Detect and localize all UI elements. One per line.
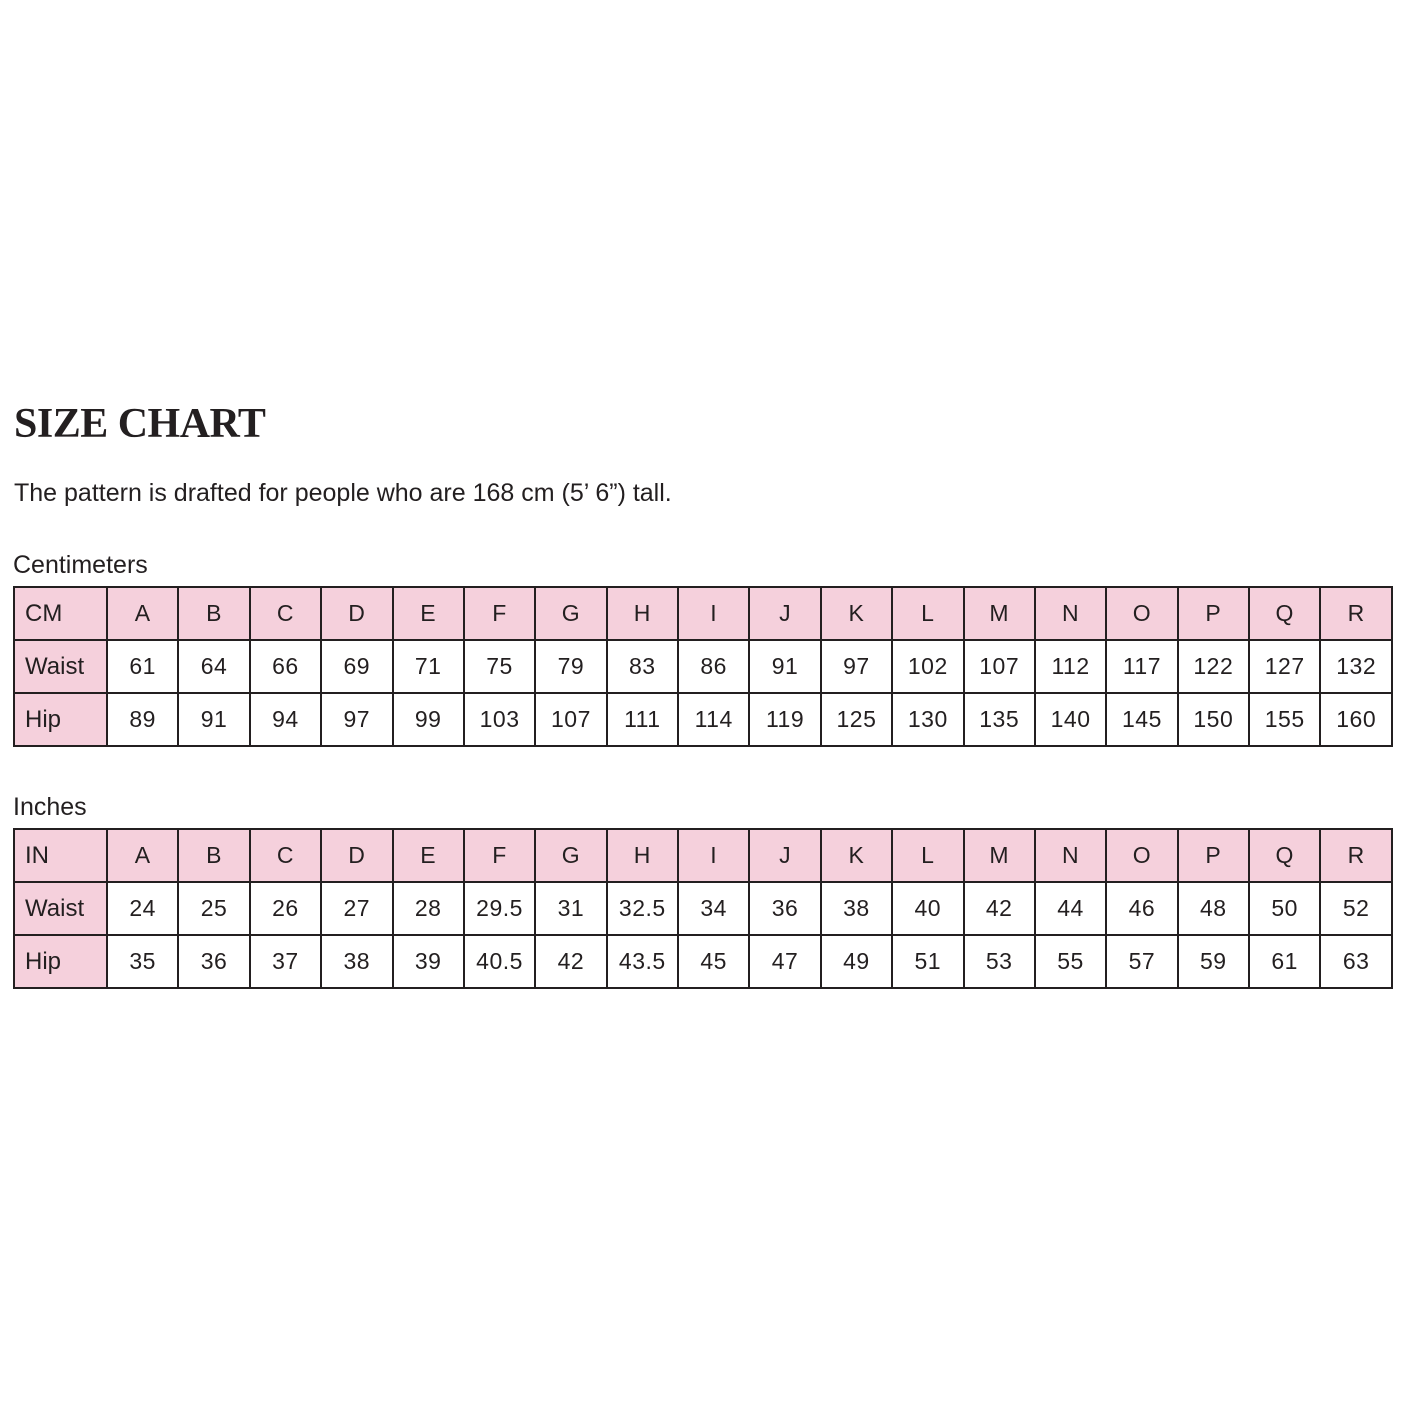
- measurement-value-cell: 29.5: [464, 882, 535, 935]
- size-header-cell: J: [749, 587, 820, 640]
- measurement-value-cell: 150: [1178, 693, 1249, 746]
- size-header-cell: L: [892, 829, 963, 882]
- centimeters-caption: Centimeters: [13, 551, 148, 579]
- size-header-cell: O: [1106, 587, 1177, 640]
- centimeters-size-table: [13, 586, 1393, 747]
- measurement-value-cell: 155: [1249, 693, 1320, 746]
- measurement-value-cell: 40.5: [464, 935, 535, 988]
- measurement-value-cell: 130: [892, 693, 963, 746]
- measurement-value-cell: 39: [393, 935, 464, 988]
- table-header-row: [14, 829, 1392, 882]
- measurement-value-cell: 83: [607, 640, 678, 693]
- size-header-cell: M: [964, 829, 1035, 882]
- table-row: [14, 693, 1392, 746]
- inches-caption: Inches: [13, 793, 87, 821]
- measurement-value-cell: 34: [678, 882, 749, 935]
- measurement-value-cell: 36: [749, 882, 820, 935]
- size-header-cell: P: [1178, 587, 1249, 640]
- size-header-cell: I: [678, 587, 749, 640]
- measurement-label-cell: Hip: [14, 693, 107, 746]
- measurement-value-cell: 57: [1106, 935, 1177, 988]
- measurement-value-cell: 51: [892, 935, 963, 988]
- measurement-value-cell: 107: [964, 640, 1035, 693]
- measurement-value-cell: 103: [464, 693, 535, 746]
- size-header-cell: E: [393, 587, 464, 640]
- measurement-value-cell: 119: [749, 693, 820, 746]
- size-header-cell: Q: [1249, 587, 1320, 640]
- measurement-value-cell: 66: [250, 640, 321, 693]
- unit-header-cell: IN: [14, 829, 107, 882]
- measurement-value-cell: 160: [1320, 693, 1392, 746]
- size-header-cell: D: [321, 829, 392, 882]
- measurement-value-cell: 37: [250, 935, 321, 988]
- size-header-cell: M: [964, 587, 1035, 640]
- measurement-value-cell: 45: [678, 935, 749, 988]
- table-header-row: [14, 587, 1392, 640]
- measurement-value-cell: 61: [1249, 935, 1320, 988]
- measurement-value-cell: 145: [1106, 693, 1177, 746]
- measurement-value-cell: 48: [1178, 882, 1249, 935]
- table-row: [14, 640, 1392, 693]
- size-header-cell: O: [1106, 829, 1177, 882]
- measurement-value-cell: 75: [464, 640, 535, 693]
- size-header-cell: A: [107, 829, 178, 882]
- measurement-value-cell: 91: [178, 693, 249, 746]
- measurement-value-cell: 42: [964, 882, 1035, 935]
- measurement-value-cell: 42: [535, 935, 606, 988]
- size-header-cell: P: [1178, 829, 1249, 882]
- measurement-value-cell: 38: [321, 935, 392, 988]
- measurement-value-cell: 114: [678, 693, 749, 746]
- measurement-label-cell: Hip: [14, 935, 107, 988]
- measurement-value-cell: 135: [964, 693, 1035, 746]
- measurement-value-cell: 43.5: [607, 935, 678, 988]
- size-header-cell: G: [535, 829, 606, 882]
- size-header-cell: D: [321, 587, 392, 640]
- measurement-value-cell: 35: [107, 935, 178, 988]
- size-header-cell: B: [178, 829, 249, 882]
- inches-size-table: [13, 828, 1393, 989]
- size-header-cell: R: [1320, 587, 1392, 640]
- size-header-cell: Q: [1249, 829, 1320, 882]
- size-header-cell: F: [464, 829, 535, 882]
- size-header-cell: K: [821, 829, 892, 882]
- measurement-value-cell: 28: [393, 882, 464, 935]
- measurement-value-cell: 112: [1035, 640, 1106, 693]
- size-header-cell: C: [250, 587, 321, 640]
- measurement-value-cell: 55: [1035, 935, 1106, 988]
- measurement-value-cell: 31: [535, 882, 606, 935]
- height-note: The pattern is drafted for people who are 168 cm (5’ 6”) tall.: [14, 479, 672, 507]
- measurement-value-cell: 50: [1249, 882, 1320, 935]
- size-header-cell: H: [607, 587, 678, 640]
- size-header-cell: I: [678, 829, 749, 882]
- measurement-value-cell: 111: [607, 693, 678, 746]
- measurement-value-cell: 36: [178, 935, 249, 988]
- page-title: SIZE CHART: [14, 401, 266, 447]
- measurement-value-cell: 52: [1320, 882, 1392, 935]
- measurement-label-cell: Waist: [14, 640, 107, 693]
- size-header-cell: A: [107, 587, 178, 640]
- measurement-value-cell: 91: [749, 640, 820, 693]
- measurement-value-cell: 102: [892, 640, 963, 693]
- measurement-value-cell: 140: [1035, 693, 1106, 746]
- measurement-value-cell: 99: [393, 693, 464, 746]
- measurement-value-cell: 64: [178, 640, 249, 693]
- measurement-value-cell: 63: [1320, 935, 1392, 988]
- measurement-value-cell: 122: [1178, 640, 1249, 693]
- measurement-value-cell: 86: [678, 640, 749, 693]
- measurement-value-cell: 49: [821, 935, 892, 988]
- measurement-value-cell: 24: [107, 882, 178, 935]
- measurement-value-cell: 47: [749, 935, 820, 988]
- measurement-value-cell: 107: [535, 693, 606, 746]
- measurement-value-cell: 94: [250, 693, 321, 746]
- measurement-value-cell: 53: [964, 935, 1035, 988]
- size-header-cell: R: [1320, 829, 1392, 882]
- size-header-cell: H: [607, 829, 678, 882]
- measurement-value-cell: 26: [250, 882, 321, 935]
- size-header-cell: G: [535, 587, 606, 640]
- size-header-cell: J: [749, 829, 820, 882]
- measurement-value-cell: 89: [107, 693, 178, 746]
- unit-header-cell: CM: [14, 587, 107, 640]
- size-header-cell: N: [1035, 587, 1106, 640]
- measurement-value-cell: 97: [321, 693, 392, 746]
- measurement-value-cell: 61: [107, 640, 178, 693]
- size-header-cell: L: [892, 587, 963, 640]
- table-row: [14, 935, 1392, 988]
- size-header-cell: E: [393, 829, 464, 882]
- measurement-value-cell: 71: [393, 640, 464, 693]
- size-header-cell: F: [464, 587, 535, 640]
- measurement-value-cell: 127: [1249, 640, 1320, 693]
- measurement-value-cell: 79: [535, 640, 606, 693]
- size-header-cell: K: [821, 587, 892, 640]
- measurement-value-cell: 97: [821, 640, 892, 693]
- measurement-value-cell: 46: [1106, 882, 1177, 935]
- measurement-value-cell: 132: [1320, 640, 1392, 693]
- measurement-value-cell: 40: [892, 882, 963, 935]
- size-header-cell: N: [1035, 829, 1106, 882]
- measurement-label-cell: Waist: [14, 882, 107, 935]
- measurement-value-cell: 117: [1106, 640, 1177, 693]
- measurement-value-cell: 125: [821, 693, 892, 746]
- measurement-value-cell: 69: [321, 640, 392, 693]
- measurement-value-cell: 25: [178, 882, 249, 935]
- size-header-cell: B: [178, 587, 249, 640]
- size-header-cell: C: [250, 829, 321, 882]
- table-row: [14, 882, 1392, 935]
- measurement-value-cell: 38: [821, 882, 892, 935]
- measurement-value-cell: 59: [1178, 935, 1249, 988]
- measurement-value-cell: 27: [321, 882, 392, 935]
- measurement-value-cell: 44: [1035, 882, 1106, 935]
- measurement-value-cell: 32.5: [607, 882, 678, 935]
